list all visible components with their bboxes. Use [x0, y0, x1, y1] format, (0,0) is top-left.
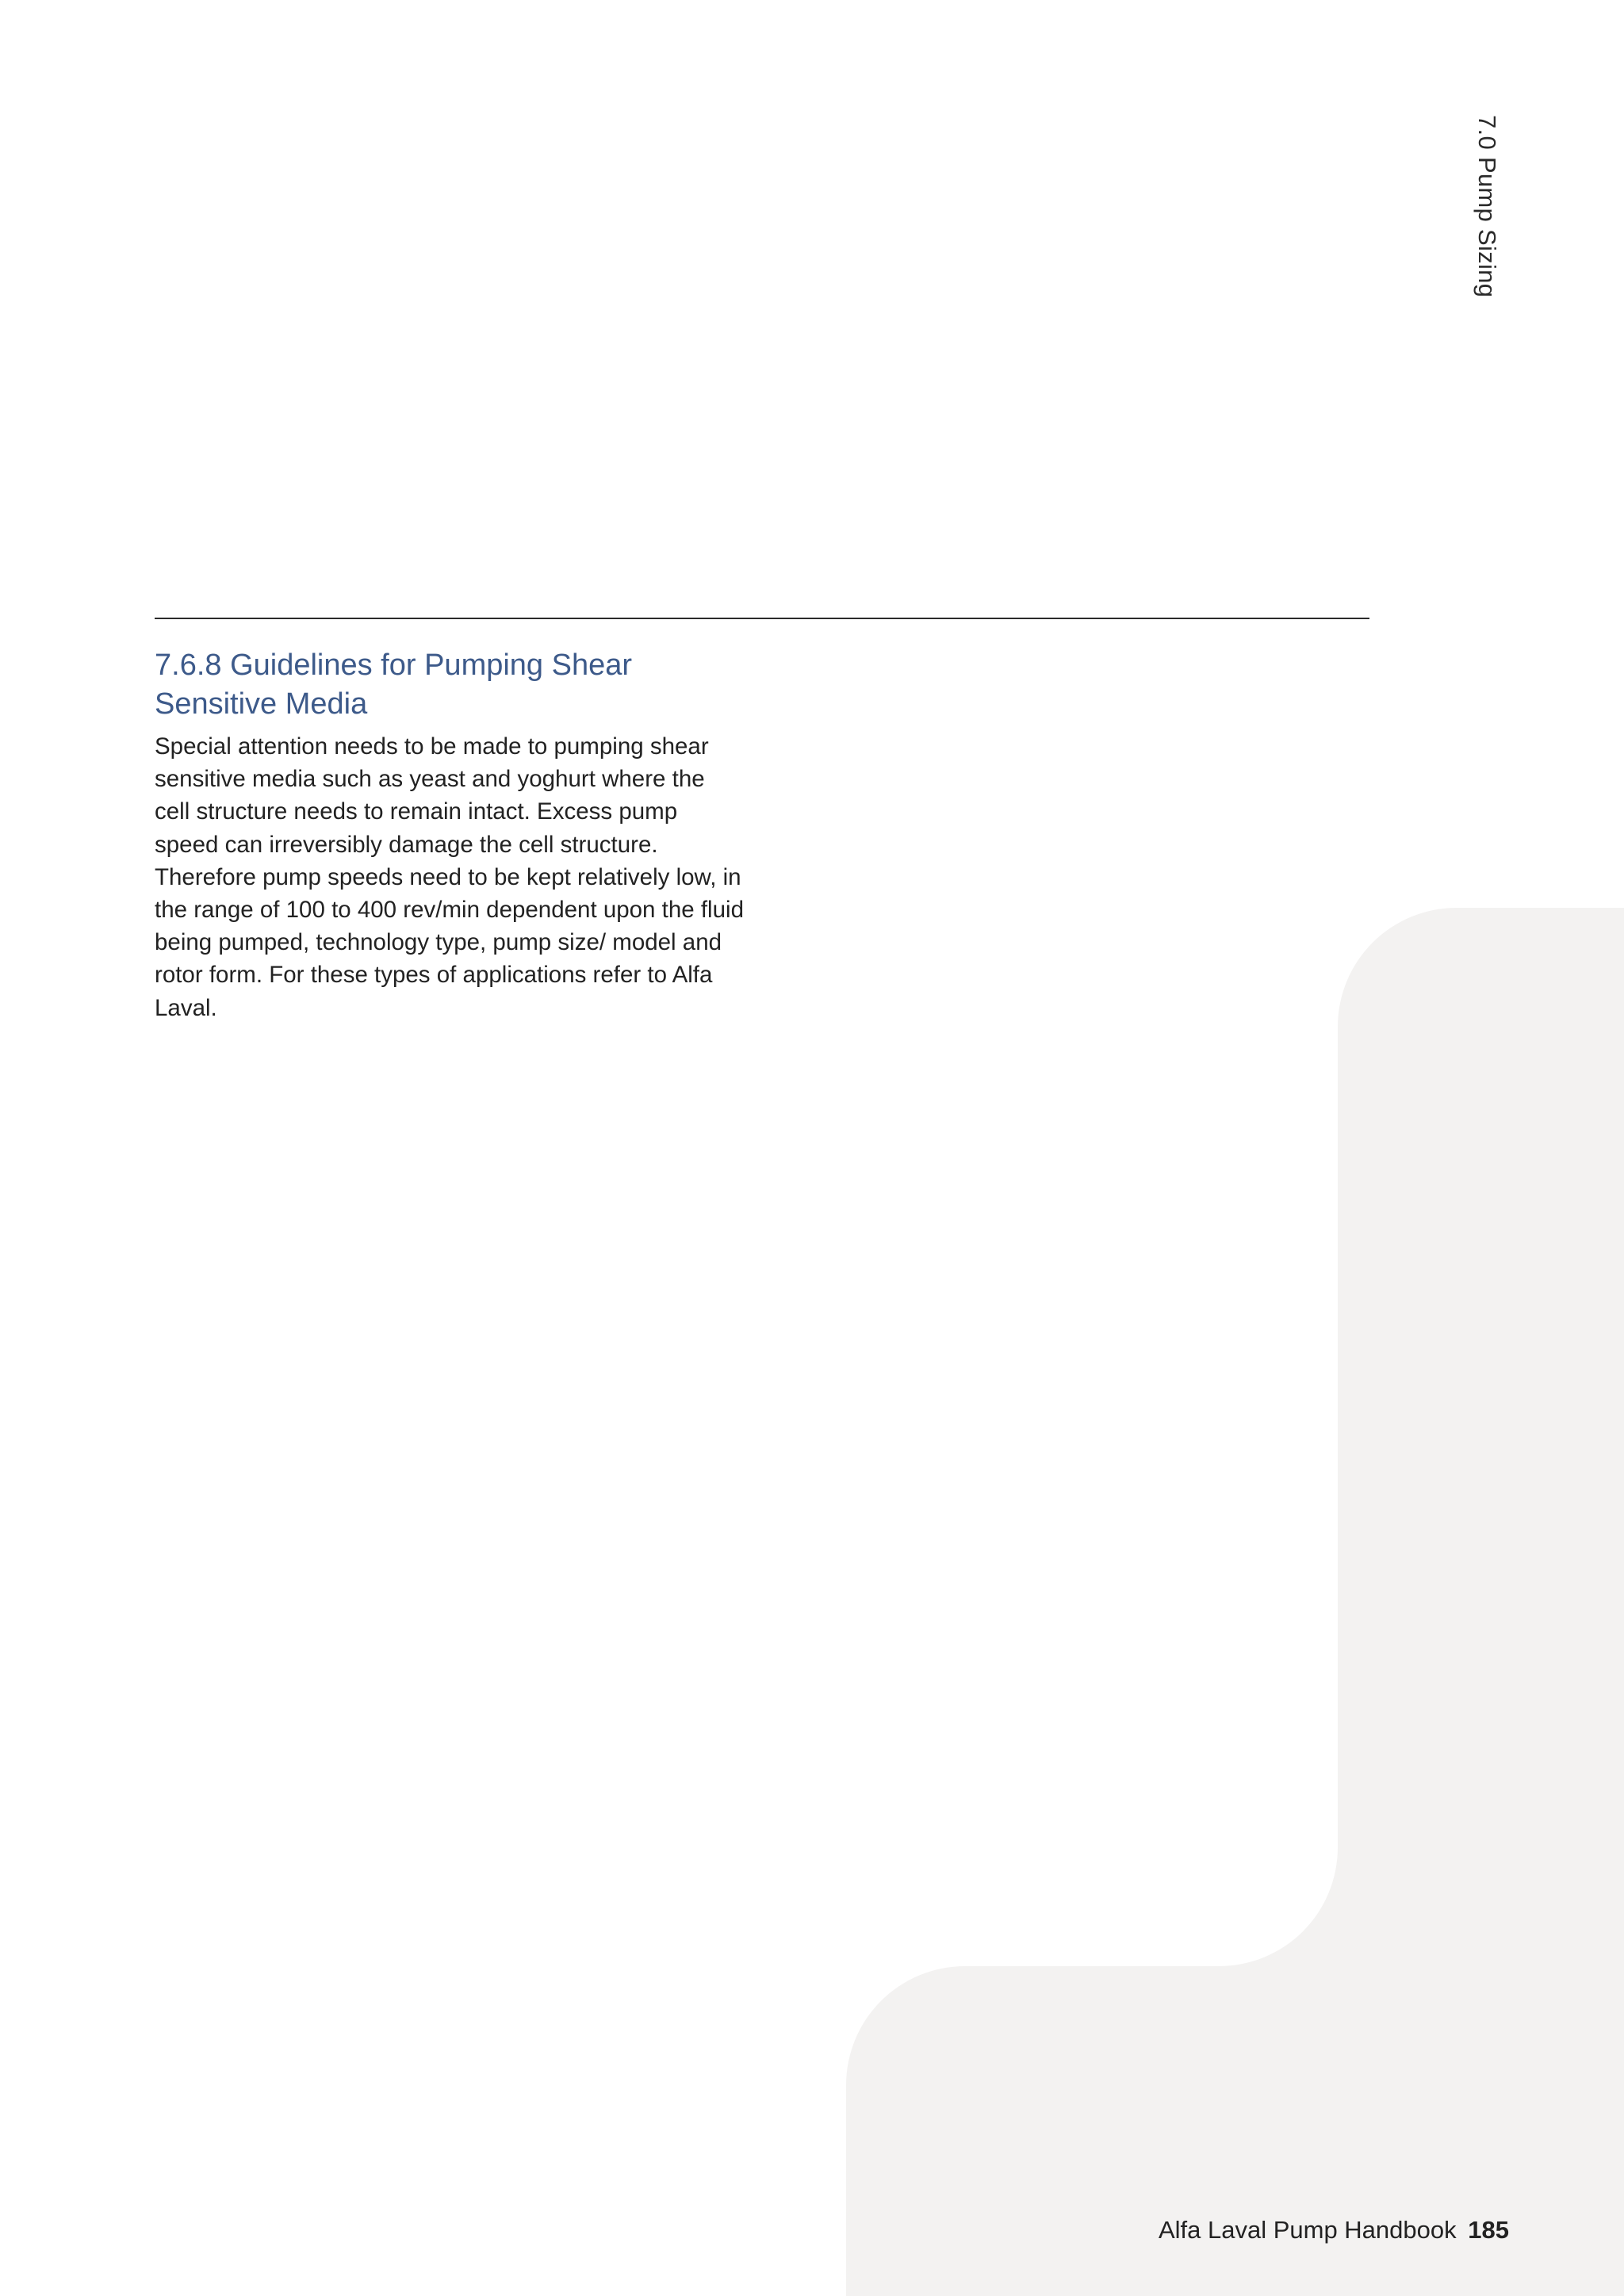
footer-title: Alfa Laval Pump Handbook [1158, 2216, 1457, 2244]
background-shape-lower [846, 1966, 1624, 2296]
running-header: 7.0 Pump Sizing [1473, 115, 1501, 298]
section-heading: 7.6.8 Guidelines for Pumping Shear Sensitive Media [155, 649, 633, 721]
section-divider [155, 618, 1369, 619]
section-body: Special attention needs to be made to pumping shear sensitive media such as yeast and yoghurt where the cell structure needs to remain intact. Excess pump speed can irreversibly damage the cell structure. Therefore pump speeds need to be kept relatively low, in the range of 100 to 400 rev/min dependent upon the fluid being pumped, technology type, pump size/ model and rotor form. For these types of applications refer to Alfa Laval. [155, 733, 744, 1021]
page-footer [1159, 2216, 1509, 2244]
background-shape-corner [1217, 1847, 1338, 1966]
page-number: 185 [1468, 2216, 1509, 2244]
